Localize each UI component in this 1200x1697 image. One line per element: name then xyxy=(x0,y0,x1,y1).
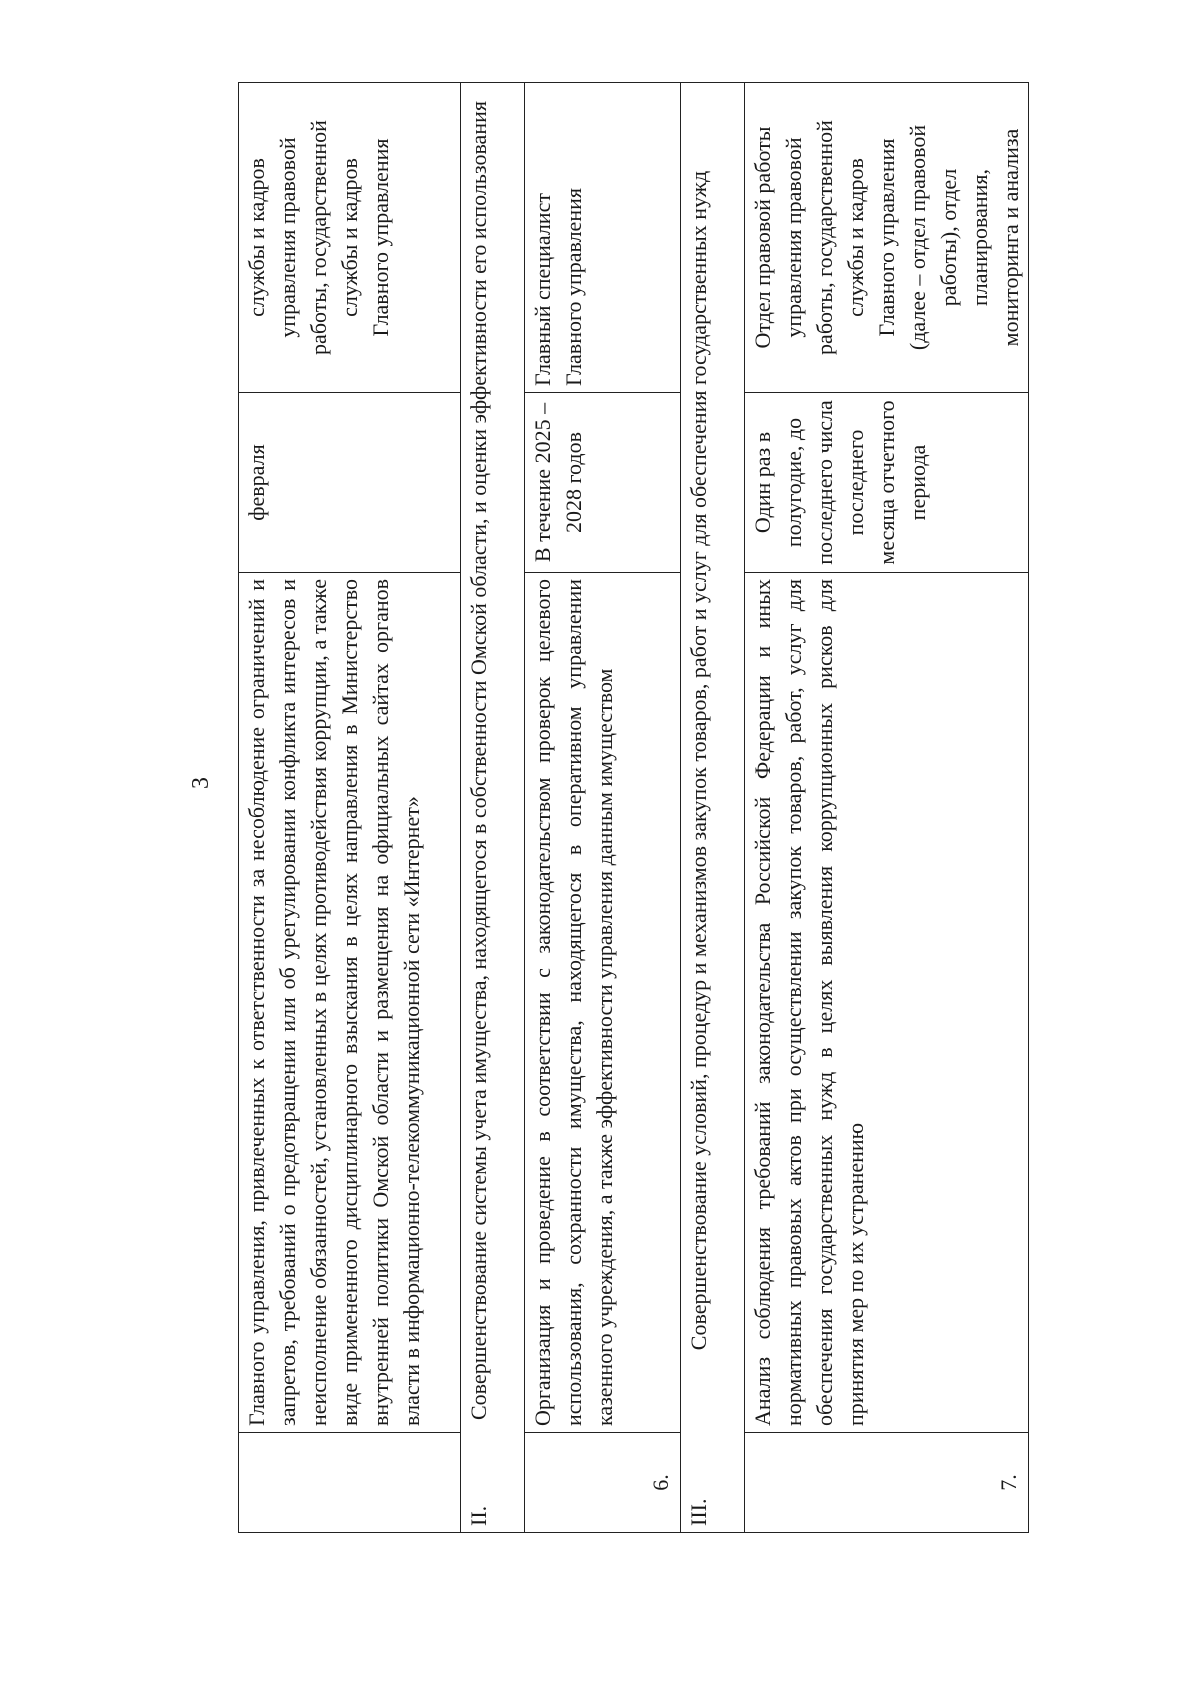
row-text: Главного управления, привлеченных к ответственности за несоблюдение ограничений и запретов, требований о предотвращении или об урегулировании конфликта интересов и неисполнение обязанностей, установленных в целях противодействия коррупции, а также виде примененного дисциплинарного взыскания в целях направления в Министерство внутренней политики Омской области и размещения на официальных сайтах органов власти в информационно-телекоммуникационной сети «Интернет» xyxy=(239,573,461,1433)
section-title: Совершенствование условий, процедур и механизмов закупок товаров, работ и услуг для обеспечения государственных нужд xyxy=(686,170,711,1351)
section-title: Совершенствование системы учета имущества, находящегося в собственности Омской области, и оценки эффективности его использования xyxy=(466,101,491,1420)
row-number: 6. xyxy=(525,1433,681,1533)
page-number: 3 xyxy=(188,777,214,789)
table-row-6 xyxy=(525,83,681,1533)
section-row-3 xyxy=(681,83,745,1533)
row-responsible: службы и кадров управления правовой работы, государственной службы и кадров Главного управления xyxy=(239,83,461,393)
row-number xyxy=(239,1433,461,1533)
rotated-page xyxy=(178,73,1098,1543)
plan-table xyxy=(238,82,1029,1533)
section-row-2 xyxy=(461,83,525,1533)
row-number: 7. xyxy=(745,1433,1029,1533)
row-responsible: Главный специалист Главного управления xyxy=(525,83,681,393)
row-text: Организация и проведение в соответствии с законодательством проверок целевого использования, сохранности имущества, находящегося в оперативном управлении казенного учреждения, а также эффективности управления данным имуществом xyxy=(525,573,681,1433)
row-deadline: Один раз в полугодие, до последнего числа последнего месяца отчетного периода xyxy=(745,393,1029,573)
row-text: Анализ соблюдения требований законодательства Российской Федерации и иных нормативных правовых актов при осуществлении закупок товаров, работ, услуг для обеспечения государственных нужд в целях выявления коррупционных рисков для принятия мер по их устранению xyxy=(745,573,1029,1433)
table-row-7 xyxy=(745,83,1029,1533)
row-deadline: февраля xyxy=(239,393,461,573)
section-number: II. xyxy=(466,1505,491,1526)
row-responsible: Отдел правовой работы управления правовой работы, государственной службы и кадров Главного управления (далее – отдел правовой работы), отдел планирования, мониторинга и анализа xyxy=(745,83,1029,393)
section-number: III. xyxy=(686,1498,711,1526)
table-row xyxy=(239,83,461,1533)
row-deadline: В течение 2025 – 2028 годов xyxy=(525,393,681,573)
